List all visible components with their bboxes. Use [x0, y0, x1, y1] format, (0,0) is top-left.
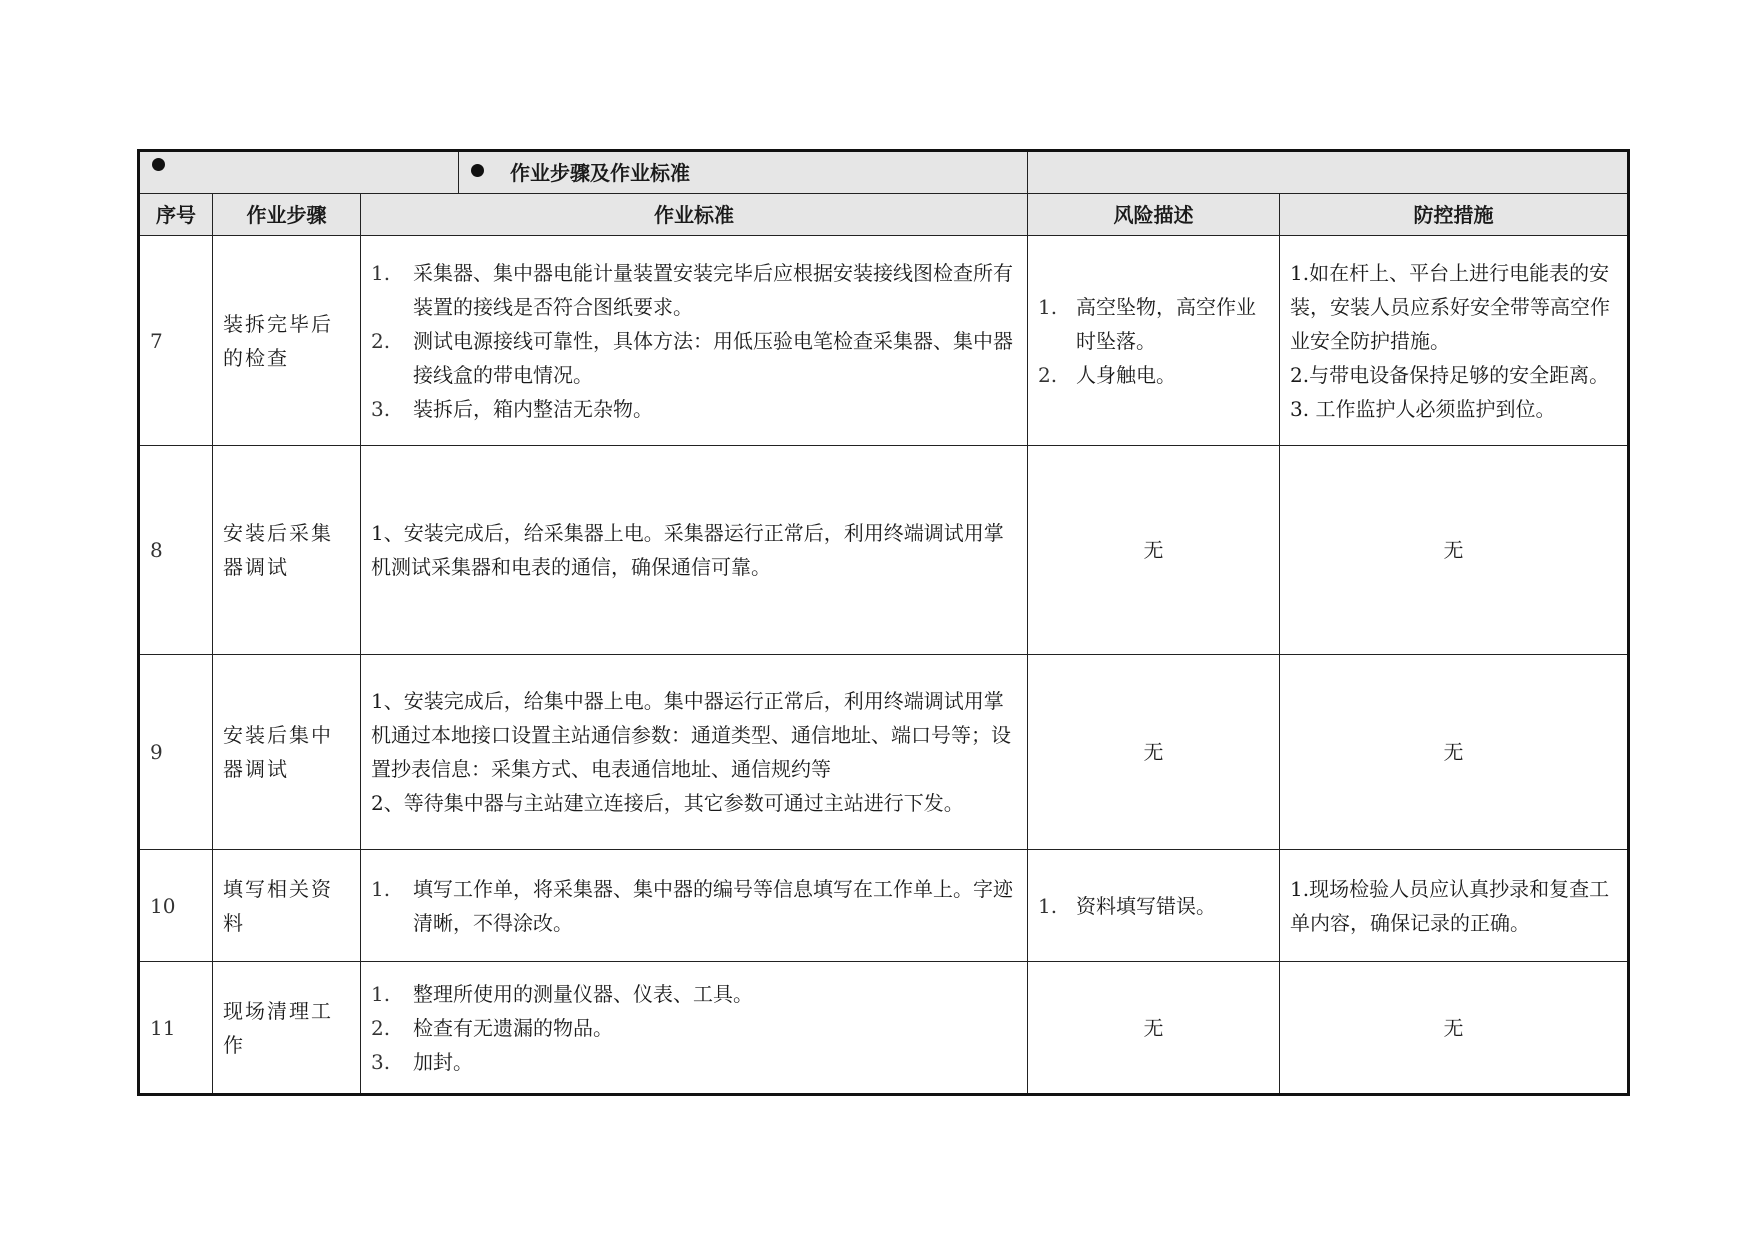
list-item [371, 872, 1017, 940]
standard-list [371, 256, 1017, 426]
list-item [1038, 358, 1269, 392]
item-number: 3. [371, 396, 391, 421]
table-row [139, 850, 1629, 962]
row-risk [1028, 236, 1280, 446]
item-text: 高空坠物，高空作业时坠落。 [1076, 294, 1256, 353]
item-text: 填写工作单，将采集器、集中器的编号等信息填写在工作单上。字迹清晰，不得涂改。 [413, 876, 1013, 935]
item-number: 1. [1038, 893, 1058, 918]
item-text: 测试电源接线可靠性，具体方法：用低压验电笔检查采集器、集中器接线盒的带电情况。 [413, 328, 1013, 387]
table-row [139, 236, 1629, 446]
section-row [139, 151, 1629, 194]
row-risk: 无 [1028, 962, 1280, 1095]
item-number: 2. [371, 328, 391, 353]
table-row [139, 962, 1629, 1095]
control-line: 2.与带电设备保持足够的安全距离。 [1290, 362, 1610, 387]
item-number: 1. [371, 876, 391, 901]
section-row-filler [1028, 151, 1629, 194]
item-text: 资料填写错误。 [1076, 893, 1216, 918]
row-control: 无 [1280, 446, 1629, 655]
work-standard-sheet [137, 149, 1627, 1096]
row-standard [361, 655, 1028, 850]
section-title: 作业步骤及作业标准 [510, 160, 690, 185]
row-risk: 无 [1028, 655, 1280, 850]
item-text: 采集器、集中器电能计量装置安装完毕后应根据安装接线图检查所有装置的接线是否符合图纸要求。 [413, 260, 1013, 319]
row-seq: 8 [139, 446, 213, 655]
list-item [371, 324, 1017, 392]
control-line: 1.如在杆上、平台上进行电能表的安装，安装人员应系好安全带等高空作业安全防护措施。 [1290, 260, 1610, 353]
standard-list [371, 872, 1017, 940]
risk-list [1038, 290, 1269, 392]
bullet-icon [471, 164, 484, 177]
item-text: 整理所使用的测量仪器、仪表、工具。 [413, 981, 753, 1006]
row-seq: 11 [139, 962, 213, 1095]
standard-text: 1、安装完成后，给采集器上电。采集器运行正常后，利用终端调试用掌机测试采集器和电表的通信，确保通信可靠。 [371, 521, 1004, 579]
standard-list [371, 977, 1017, 1079]
item-text: 人身触电。 [1076, 362, 1176, 387]
row-standard [361, 962, 1028, 1095]
control-line: 3. 工作监护人必须监护到位。 [1290, 396, 1556, 421]
item-number: 1. [371, 981, 391, 1006]
list-item [1038, 889, 1269, 923]
list-item [371, 977, 1017, 1011]
row-risk: 无 [1028, 446, 1280, 655]
section-row-cells [139, 151, 1028, 194]
header-risk: 风险描述 [1028, 194, 1280, 236]
row-standard [361, 236, 1028, 446]
row-control: 无 [1280, 655, 1629, 850]
standard-line: 1、安装完成后，给集中器上电。集中器运行正常后，利用终端调试用掌机通过本地接口设置主站通信参数：通道类型、通信地址、端口号等；设置抄表信息：采集方式、电表通信地址、通信规约等 [371, 689, 1011, 781]
row-control [1280, 236, 1629, 446]
row-seq: 10 [139, 850, 213, 962]
row-risk [1028, 850, 1280, 962]
item-number: 2. [371, 1015, 391, 1040]
list-item [371, 256, 1017, 324]
row-step: 填写相关资料 [213, 850, 361, 962]
item-number: 1. [371, 260, 391, 285]
item-text: 装拆后，箱内整洁无杂物。 [413, 396, 653, 421]
bullet-icon [152, 158, 165, 171]
section-title-cell [459, 156, 690, 190]
header-seq: 序号 [139, 194, 213, 236]
standard-line: 2、等待集中器与主站建立连接后，其它参数可通过主站进行下发。 [371, 791, 964, 815]
risk-list [1038, 889, 1269, 923]
list-item [371, 1045, 1017, 1079]
item-number: 1. [1038, 294, 1058, 319]
list-item [1038, 290, 1269, 358]
row-step: 现场清理工作 [213, 962, 361, 1095]
item-number: 2. [1038, 362, 1058, 387]
control-line: 1.现场检验人员应认真抄录和复查工单内容，确保记录的正确。 [1290, 876, 1610, 935]
row-control: 无 [1280, 962, 1629, 1095]
row-seq: 7 [139, 236, 213, 446]
item-text: 检查有无遗漏的物品。 [413, 1015, 613, 1040]
list-item [371, 392, 1017, 426]
header-row [139, 194, 1629, 236]
header-step: 作业步骤 [213, 194, 361, 236]
section-left-cell [140, 152, 459, 193]
item-text: 加封。 [413, 1049, 473, 1074]
table-row [139, 446, 1629, 655]
header-control: 防控措施 [1280, 194, 1629, 236]
row-step: 安装后采集器调试 [213, 446, 361, 655]
header-standard: 作业标准 [361, 194, 1028, 236]
item-number: 3. [371, 1049, 391, 1074]
row-standard [361, 850, 1028, 962]
row-seq: 9 [139, 655, 213, 850]
work-standard-table [137, 149, 1630, 1096]
row-step: 安装后集中器调试 [213, 655, 361, 850]
row-standard [361, 446, 1028, 655]
table-row [139, 655, 1629, 850]
list-item [371, 1011, 1017, 1045]
row-control [1280, 850, 1629, 962]
row-step: 装拆完毕后的检查 [213, 236, 361, 446]
